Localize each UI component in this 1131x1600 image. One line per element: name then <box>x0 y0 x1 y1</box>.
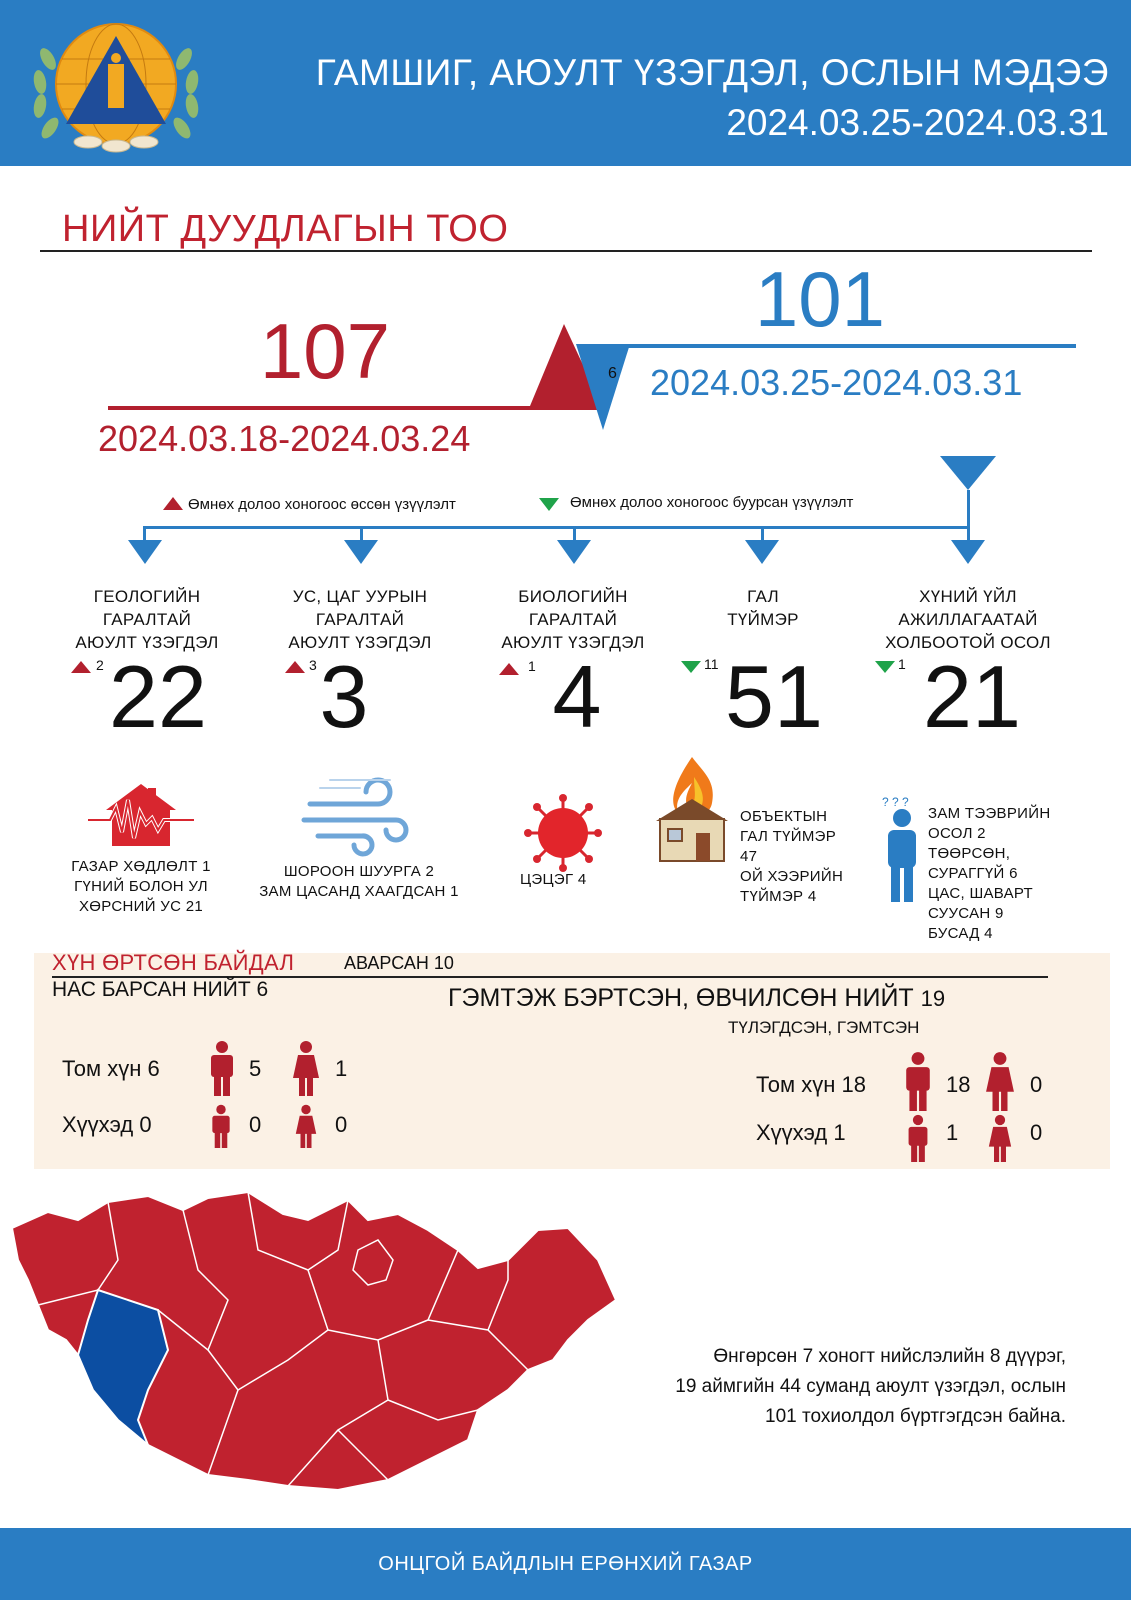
affected-people-title: ХҮН ӨРТСӨН БАЙДАЛ <box>52 950 295 975</box>
category-details: ЦЭЦЭГ 4 <box>520 871 587 888</box>
female-icon <box>985 1050 1015 1112</box>
current-week-date: 2024.03.25-2024.03.31 <box>650 362 1023 403</box>
category-details: ОБЪЕКТЫН ГАЛ ТҮЙМЭР 47 ОЙ ХЭЭРИЙН ТҮЙМЭР 4 <box>740 808 844 905</box>
injured-child-label: Хүүхэд 1 <box>756 1120 846 1145</box>
male-icon <box>903 1050 933 1112</box>
deaths-adult-male: 5 <box>249 1056 262 1081</box>
category-details: ГАЗАР ХӨДЛӨЛТ 1 ГҮНИЙ БОЛОН УЛ ХӨРСНИЙ УС 21 <box>71 858 211 915</box>
arrow-down-icon <box>557 540 591 564</box>
arrow-down-icon <box>951 540 985 564</box>
deaths-child-label: Хүүхэд 0 <box>62 1112 152 1137</box>
header-title: ГАМШИГ, АЮУЛТ ҮЗЭГДЭЛ, ОСЛЫН МЭДЭЭ <box>315 52 1109 93</box>
category-label: ГАЛ ТҮЙМЭР <box>727 587 799 629</box>
male-child-icon <box>905 1114 931 1162</box>
category-label: ХҮНИЙ ҮЙЛ АЖИЛЛАГААТАЙ ХОЛБООТОЙ ОСОЛ <box>885 587 1051 652</box>
arrow-down-icon <box>344 540 378 564</box>
deaths-adult-label: Том хүн 6 <box>62 1056 160 1081</box>
legend-decrease-text: Өмнөх долоо хоногоос буурсан үзүүлэлт <box>570 494 854 511</box>
category-delta: 1 <box>528 658 536 674</box>
female-child-icon <box>294 1104 318 1148</box>
title-divider <box>40 250 1092 252</box>
house-fire-icon <box>652 755 734 865</box>
current-week-total: 101 <box>754 255 886 343</box>
rescued-count: АВАРСАН 10 <box>344 953 454 973</box>
injured-child-female: 0 <box>1030 1120 1043 1145</box>
previous-week-total: 107 <box>259 307 391 395</box>
deaths-child-female: 0 <box>335 1112 348 1137</box>
emergency-management-emblem <box>26 14 206 162</box>
category-label: БИОЛОГИЙН ГАРАЛТАЙ АЮУЛТ ҮЗЭГДЭЛ <box>501 587 645 652</box>
deaths-child-male: 0 <box>249 1112 262 1137</box>
injured-adult-female: 0 <box>1030 1072 1043 1097</box>
previous-week-line <box>108 406 598 410</box>
female-icon <box>292 1040 320 1096</box>
injured-child-male: 1 <box>946 1120 959 1145</box>
current-week-line <box>583 344 1076 348</box>
wind-icon <box>300 772 420 862</box>
category-label: ГЕОЛОГИЙН ГАРАЛТАЙ АЮУЛТ ҮЗЭГДЭЛ <box>75 587 219 652</box>
legend-increase-text: Өмнөх долоо хоногоос өссөн үзүүлэлт <box>188 496 456 513</box>
female-child-icon <box>987 1114 1013 1162</box>
footer-text: ОНЦГОЙ БАЙДЛЫН ЕРӨНХИЙ ГАЗАР <box>378 1553 753 1575</box>
top-down-arrow-icon <box>940 456 996 490</box>
category-details: ШОРООН ШУУРГА 2 ЗАМ ЦАСАНД ХААГДСАН 1 <box>259 863 459 900</box>
deaths-title: НАС БАРСАН НИЙТ 6 <box>52 978 269 1001</box>
injured-title: ГЭМТЭЖ БЭРТСЭН, ӨВЧИЛСӨН НИЙТ 19 <box>448 984 946 1012</box>
arrow-down-icon <box>745 540 779 564</box>
previous-week-date: 2024.03.18-2024.03.24 <box>98 418 471 459</box>
category-value: 3 <box>319 647 369 746</box>
injured-adult-label: Том хүн 18 <box>756 1072 866 1097</box>
category-details: ЗАМ ТЭЭВРИЙН ОСОЛ 2 ТӨӨРСӨН, СУРАГГҮЙ 6 ЦАС, ШАВАРТ СУУСАН 9 БУСАД 4 <box>928 805 1051 942</box>
injured-adult-male: 18 <box>946 1072 971 1097</box>
header-date-range: 2024.03.25-2024.03.31 <box>726 102 1109 143</box>
category-value: 22 <box>109 647 207 746</box>
difference-value: 6 <box>608 365 617 382</box>
decrease-legend-icon <box>538 496 560 512</box>
increase-legend-icon <box>162 496 184 512</box>
category-delta: 1 <box>898 656 906 672</box>
arrow-down-icon <box>128 540 162 564</box>
virus-icon <box>523 793 603 873</box>
injured-subtitle: ТҮЛЭГДСЭН, ГЭМТСЭН <box>728 1018 920 1037</box>
confused-person-icon <box>880 792 924 904</box>
mongolia-map <box>8 1190 628 1520</box>
category-delta: 11 <box>704 656 719 672</box>
category-delta: 3 <box>309 657 317 673</box>
svg-text:? ? ?: ? ? ? <box>882 795 909 809</box>
category-delta: 2 <box>96 657 104 673</box>
earthquake-house-icon <box>86 780 196 850</box>
total-calls-title: НИЙТ ДУУДЛАГЫН ТОО <box>62 208 509 250</box>
category-value: 51 <box>725 647 823 746</box>
category-label: УС, ЦАГ УУРЫН ГАРАЛТАЙ АЮУЛТ ҮЗЭГДЭЛ <box>288 587 432 652</box>
category-value: 21 <box>923 647 1021 746</box>
deaths-adult-female: 1 <box>335 1056 348 1081</box>
category-value: 4 <box>552 647 602 746</box>
male-child-icon <box>209 1104 233 1148</box>
map-summary-text: Өнгөрсөн 7 хоногт нийслэлийн 8 дүүрэг, 19 аймгийн 44 суманд аюулт үзэгдэл, ослын 101 тохиолдол бүртгэгдсэн байна. <box>675 1346 1066 1427</box>
male-icon <box>208 1040 236 1096</box>
